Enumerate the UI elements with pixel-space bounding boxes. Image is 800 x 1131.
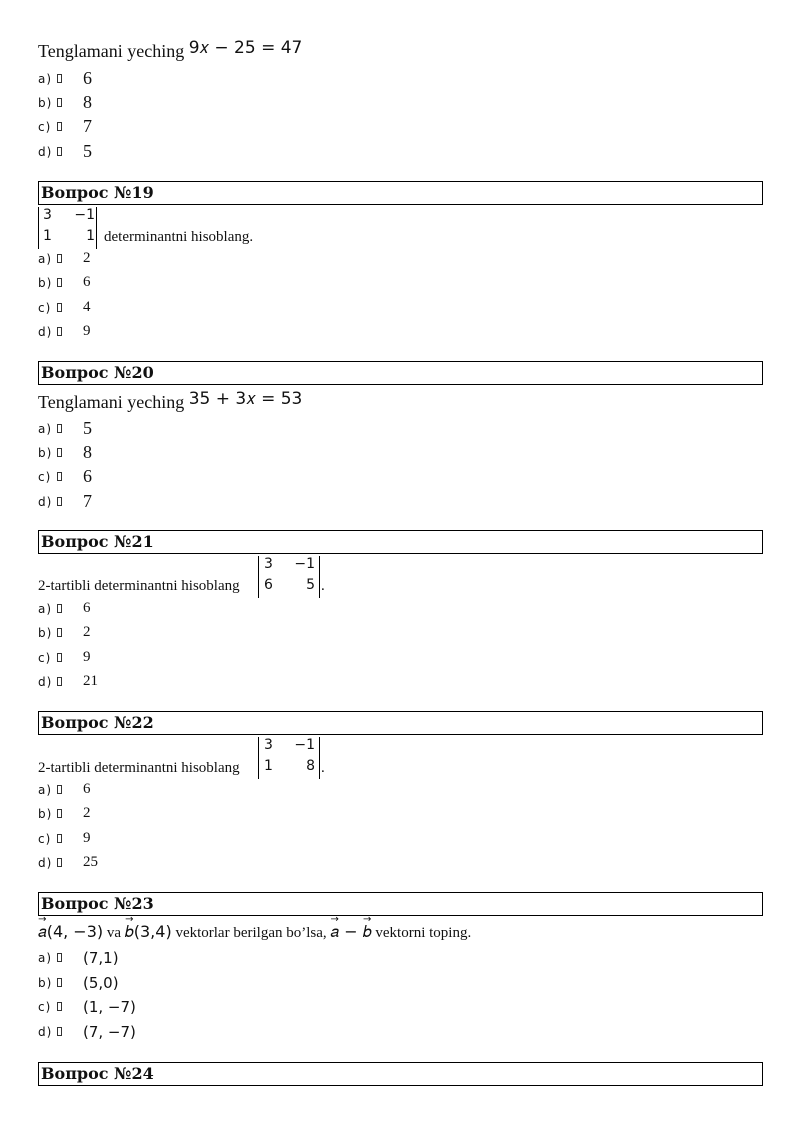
q23-vector-b	[124, 914, 172, 941]
det-cell-a: 3	[264, 556, 273, 572]
det-cell-c: 6	[264, 577, 273, 593]
checkbox-icon[interactable]	[57, 448, 62, 457]
checkbox-icon[interactable]	[57, 834, 62, 843]
q23-vector-a	[38, 914, 104, 941]
option-value: 7	[83, 116, 92, 136]
checkbox-icon[interactable]	[57, 74, 62, 83]
option-letter: d)	[38, 856, 53, 870]
q22-stem: 2-tartibli determinantni hisoblang	[38, 760, 240, 776]
option-letter: c)	[38, 470, 52, 484]
question-header: Вопрос №23	[38, 892, 763, 916]
det-bar-right	[319, 556, 320, 598]
q23-end-text: vektorni toping.	[375, 925, 472, 941]
option-letter: c)	[38, 1000, 52, 1014]
diff-b-symbol: 𝑏	[362, 922, 372, 941]
checkbox-icon[interactable]	[57, 303, 62, 312]
q21-determinant	[258, 556, 320, 598]
question-header: Вопрос №20	[38, 361, 763, 385]
q23-mid-text: vektorlar berilgan bo’lsa,	[175, 925, 327, 941]
q21-stem: 2-tartibli determinantni hisoblang	[38, 578, 240, 594]
question-header: Вопрос №24	[38, 1062, 763, 1086]
option-value: (5,0)	[83, 974, 119, 992]
det-cell-c: 1	[264, 758, 273, 774]
option-letter: a)	[38, 602, 53, 616]
checkbox-icon[interactable]	[57, 472, 62, 481]
option-letter: b)	[38, 626, 53, 640]
checkbox-icon[interactable]	[57, 785, 62, 794]
q23-va: va	[106, 925, 122, 941]
checkbox-icon[interactable]	[57, 497, 62, 506]
option-value: 5	[83, 141, 92, 161]
checkbox-icon[interactable]	[57, 858, 62, 867]
option-value: 6	[83, 466, 92, 486]
option-value: 2	[83, 624, 91, 640]
option-value: 5	[83, 418, 92, 438]
checkbox-icon[interactable]	[57, 628, 62, 637]
q22-determinant	[258, 737, 320, 779]
q23-stem	[38, 914, 472, 942]
vector-a-args: (4, −3)	[46, 922, 104, 941]
option-letter: c)	[38, 301, 52, 315]
question-header: Вопрос №19	[38, 181, 763, 205]
option-value: 25	[83, 854, 98, 870]
q22-stem-period: .	[321, 760, 325, 776]
det-cell-b: −1	[294, 556, 315, 572]
option-value: 8	[83, 442, 92, 462]
checkbox-icon[interactable]	[57, 254, 62, 263]
option-value: 9	[83, 830, 91, 846]
q19-stem: determinantni hisoblang.	[104, 229, 254, 245]
option-value: 9	[83, 323, 91, 339]
question-header: Вопрос №22	[38, 711, 763, 735]
det-cell-d: 5	[306, 577, 315, 593]
q20-stem-text: Tenglamani yeching	[38, 392, 185, 412]
vector-arrow-icon: →	[330, 914, 339, 925]
checkbox-icon[interactable]	[57, 653, 62, 662]
vector-arrow-icon: →	[38, 914, 47, 925]
q20-stem	[38, 389, 303, 413]
det-cell-a: 3	[264, 737, 273, 753]
q23-difference	[330, 914, 372, 941]
option-value: 2	[83, 250, 91, 266]
q18-stem-text: Tenglamani yeching	[38, 41, 185, 61]
option-value: 4	[83, 299, 91, 315]
checkbox-icon[interactable]	[57, 953, 62, 962]
option-value: (7, −7)	[83, 1023, 136, 1041]
vector-b-symbol: 𝑏	[124, 922, 134, 941]
det-bar-left	[258, 737, 259, 779]
det-cell-b: −1	[74, 207, 95, 223]
vector-b-args: (3,4)	[133, 922, 172, 941]
det-cell-d: 1	[86, 228, 95, 244]
checkbox-icon[interactable]	[57, 677, 62, 686]
option-value: 8	[83, 92, 92, 112]
vector-a-symbol: 𝑎	[38, 922, 47, 941]
option-letter: a)	[38, 783, 53, 797]
option-letter: b)	[38, 807, 53, 821]
option-value: 6	[83, 68, 92, 88]
option-value: 6	[83, 781, 91, 797]
option-letter: c)	[38, 832, 52, 846]
checkbox-icon[interactable]	[57, 98, 62, 107]
option-letter: c)	[38, 651, 52, 665]
option-letter: d)	[38, 495, 53, 509]
q18-stem	[38, 38, 303, 62]
option-value: (7,1)	[83, 949, 119, 967]
option-value: (1, −7)	[83, 998, 136, 1016]
checkbox-icon[interactable]	[57, 809, 62, 818]
option-value: 6	[83, 274, 91, 290]
option-letter: c)	[38, 120, 52, 134]
checkbox-icon[interactable]	[57, 1027, 62, 1036]
option-letter: b)	[38, 276, 53, 290]
option-letter: d)	[38, 145, 53, 159]
option-letter: d)	[38, 325, 53, 339]
option-letter: d)	[38, 1025, 53, 1039]
checkbox-icon[interactable]	[57, 147, 62, 156]
option-value: 21	[83, 673, 98, 689]
option-letter: b)	[38, 96, 53, 110]
vector-arrow-icon: →	[362, 914, 372, 925]
vector-arrow-icon: →	[125, 914, 134, 925]
det-cell-a: 3	[43, 207, 52, 223]
option-letter: b)	[38, 976, 53, 990]
checkbox-icon[interactable]	[57, 1002, 62, 1011]
question-header: Вопрос №21	[38, 530, 763, 554]
det-bar-right	[319, 737, 320, 779]
option-value: 2	[83, 805, 91, 821]
checkbox-icon[interactable]	[57, 278, 62, 287]
checkbox-icon[interactable]	[57, 327, 62, 336]
option-letter: a)	[38, 422, 53, 436]
det-cell-d: 8	[306, 758, 315, 774]
diff-minus: −	[344, 922, 358, 941]
option-letter: a)	[38, 951, 53, 965]
option-letter: d)	[38, 675, 53, 689]
option-letter: a)	[38, 252, 53, 266]
q19-determinant	[38, 207, 100, 249]
diff-a-symbol: 𝑎	[330, 922, 340, 941]
option-value: 6	[83, 600, 91, 616]
checkbox-icon[interactable]	[57, 122, 62, 131]
det-bar-left	[258, 556, 259, 598]
checkbox-icon[interactable]	[57, 424, 62, 433]
q18-equation: 9𝑥 − 25 = 47	[188, 38, 303, 58]
option-letter: b)	[38, 446, 53, 460]
option-value: 9	[83, 649, 91, 665]
q21-stem-period: .	[321, 578, 325, 594]
det-bar-left	[38, 207, 39, 249]
det-cell-c: 1	[43, 228, 52, 244]
det-bar-right	[96, 207, 97, 249]
q20-equation: 35 + 3𝑥 = 53	[188, 389, 303, 409]
checkbox-icon[interactable]	[57, 978, 62, 987]
det-cell-b: −1	[294, 737, 315, 753]
checkbox-icon[interactable]	[57, 604, 62, 613]
option-letter: a)	[38, 72, 53, 86]
option-value: 7	[83, 491, 92, 511]
